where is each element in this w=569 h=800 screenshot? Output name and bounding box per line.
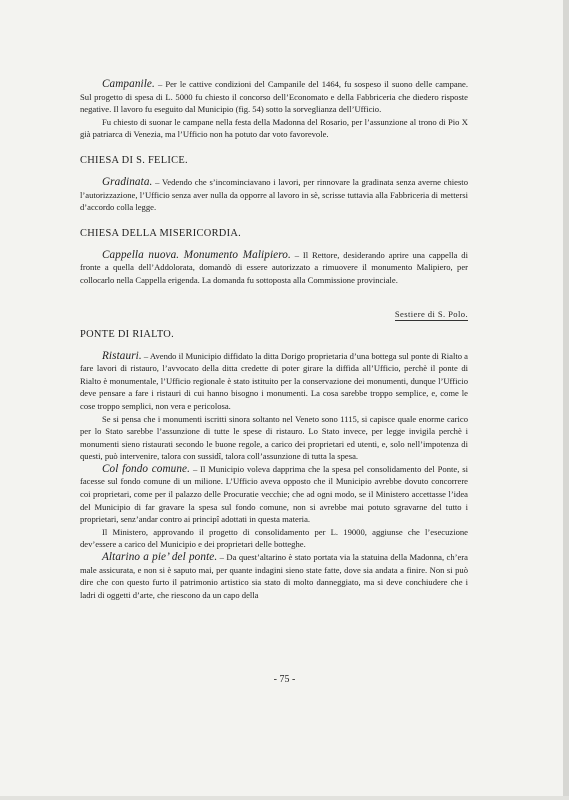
cappella-title: Cappella nuova. Monumento Malipiero. — [102, 248, 291, 261]
sestiere-label: Sestiere di S. Polo. — [394, 308, 468, 319]
ristauri-paragraph — [80, 350, 468, 413]
fondo-title: Col fondo comune. — [102, 462, 191, 475]
ristauri-text: – Avendo il Municipio diffidato la ditta Dorigo proprietaria d’una bottega sul ponte di Rialto a fare lavori di ristauro, l’avvocato della ditta credette di poter girare la diffida all’Ufficio, perchè il ponte di Rialto è monumentale, l’Ufficio regionale è stato istituito per la conservazione dei monumenti, dunque l’Ufficio deve pensare a fare i ristauri di cui hanno bisogno i monumenti. La cosa sarebbe troppo semplice, e, come le cose troppo semplici, non vera e pericolosa. — [80, 350, 468, 411]
cappella-text: – Il Rettore, desiderando aprire una cappella di fronte a quella dell’Addolorata, domandò di essere autorizzato a rimuovere il monumento Malipiero, per collocarlo nella Cappella erigenda. La domanda fu sottoposta alla Commissione provinciale. — [80, 249, 468, 285]
fondo-paragraph — [80, 463, 468, 526]
campanile-title: Campanile. — [102, 78, 155, 90]
ristauri-paragraph-2: Se si pensa che i monumenti iscritti sinora soltanto nel Veneto sono 1115, si capisce quale enorme carico per lo Stato sarebbe l’assunzione di tutte le spese di ristauro. Lo Stato invece, per legge invigila perchè i monumenti sieno ristaurati secondo le buone regole, a carico dei proprietari ed utenti, e, solo nell’impotenza di questi, può intervenire, talora con sussidî, talora coll’assunzione di tutta la spesa. — [80, 413, 468, 462]
cappella-paragraph — [80, 249, 468, 287]
page-body — [80, 78, 468, 601]
altarino-text: – Da quest’altarino è stato portata via la statuina della Madonna, ch’era male assicurata, e non si è saputo mai, per quante indagini sieno state fatte, dove sia andata a finire. Non si può dire che con questo furto il patrimonio artistico sia stato di molto danneggiato, ma si deve conchiudere che i ladri di oggetti d’arte, che riescono da un capo della — [80, 552, 468, 600]
gradinata-text: – Vedendo che s’incominciavano i lavori, per rinnovare la gradinata senza averne chiesto l’autorizzazione, l’Ufficio senza aver nulla da opporre al lavoro in sè, scrisse tuttavia alla Fabbriceria di mettersi d’accordo colla legge. — [80, 176, 468, 213]
sestiere-header — [80, 309, 468, 319]
fondo-text: – Il Municipio voleva dapprima che la spesa pel consolidamento del Ponte, si facesse sul fondo comune di un milione. L’Ufficio aveva opposto che il Municipio avrebbe dovuto concorrere coi proprietari, come per il palazzo delle Procuratie vecchie; che ad ogni modo, se il Ministero accettasse l’idea del Municipio di far gravare la spesa sul fondo comune, non si avrebbe mai potuto sgravarne del tutto i proprietari, senz’andar contro ai principî adottati in questa materia. — [80, 463, 469, 525]
gradinata-paragraph — [80, 176, 468, 214]
heading-chiesa-felice: CHIESA DI S. FELICE. — [80, 154, 188, 166]
page-edge-bottom — [0, 796, 569, 800]
altarino-paragraph — [80, 551, 468, 601]
page-number: - 75 - — [273, 674, 296, 685]
gradinata-title: Gradinata. — [102, 175, 153, 188]
altarino-title: Altarino a pie’ del ponte. — [102, 551, 218, 564]
heading-ponte-rialto: PONTE DI RIALTO. — [80, 328, 174, 340]
campanile-text: – Per le cattive condizioni del Campanile del 1464, fu sospeso il suono delle campane. Sul progetto di spesa di L. 5000 fu chiesto il concorso dell’Economato e della Fabbriceria che diedero risposte negative. Il lavoro fu eseguito dal Municipio (fig. 54) sotto la sorveglianza dell’Ufficio. — [80, 79, 468, 115]
campanile-paragraph-2: Fu chiesto di suonar le campane nella festa della Madonna del Rosario, per l’assunzione al trono di Pio X già patriarca di Venezia, ma l’Ufficio non ha potuto dar voto favorevole. — [80, 116, 468, 140]
heading-chiesa-misericordia: CHIESA DELLA MISERICORDIA. — [80, 227, 242, 239]
fondo-paragraph-2: Il Ministero, approvando il progetto di consolidamento per L. 19000, aggiunse che l’esecuzione dev’essere a carico del Municipio e dei proprietari delle botteghe. — [80, 526, 468, 550]
ristauri-title: Ristauri. — [102, 349, 142, 362]
campanile-paragraph — [80, 78, 468, 116]
